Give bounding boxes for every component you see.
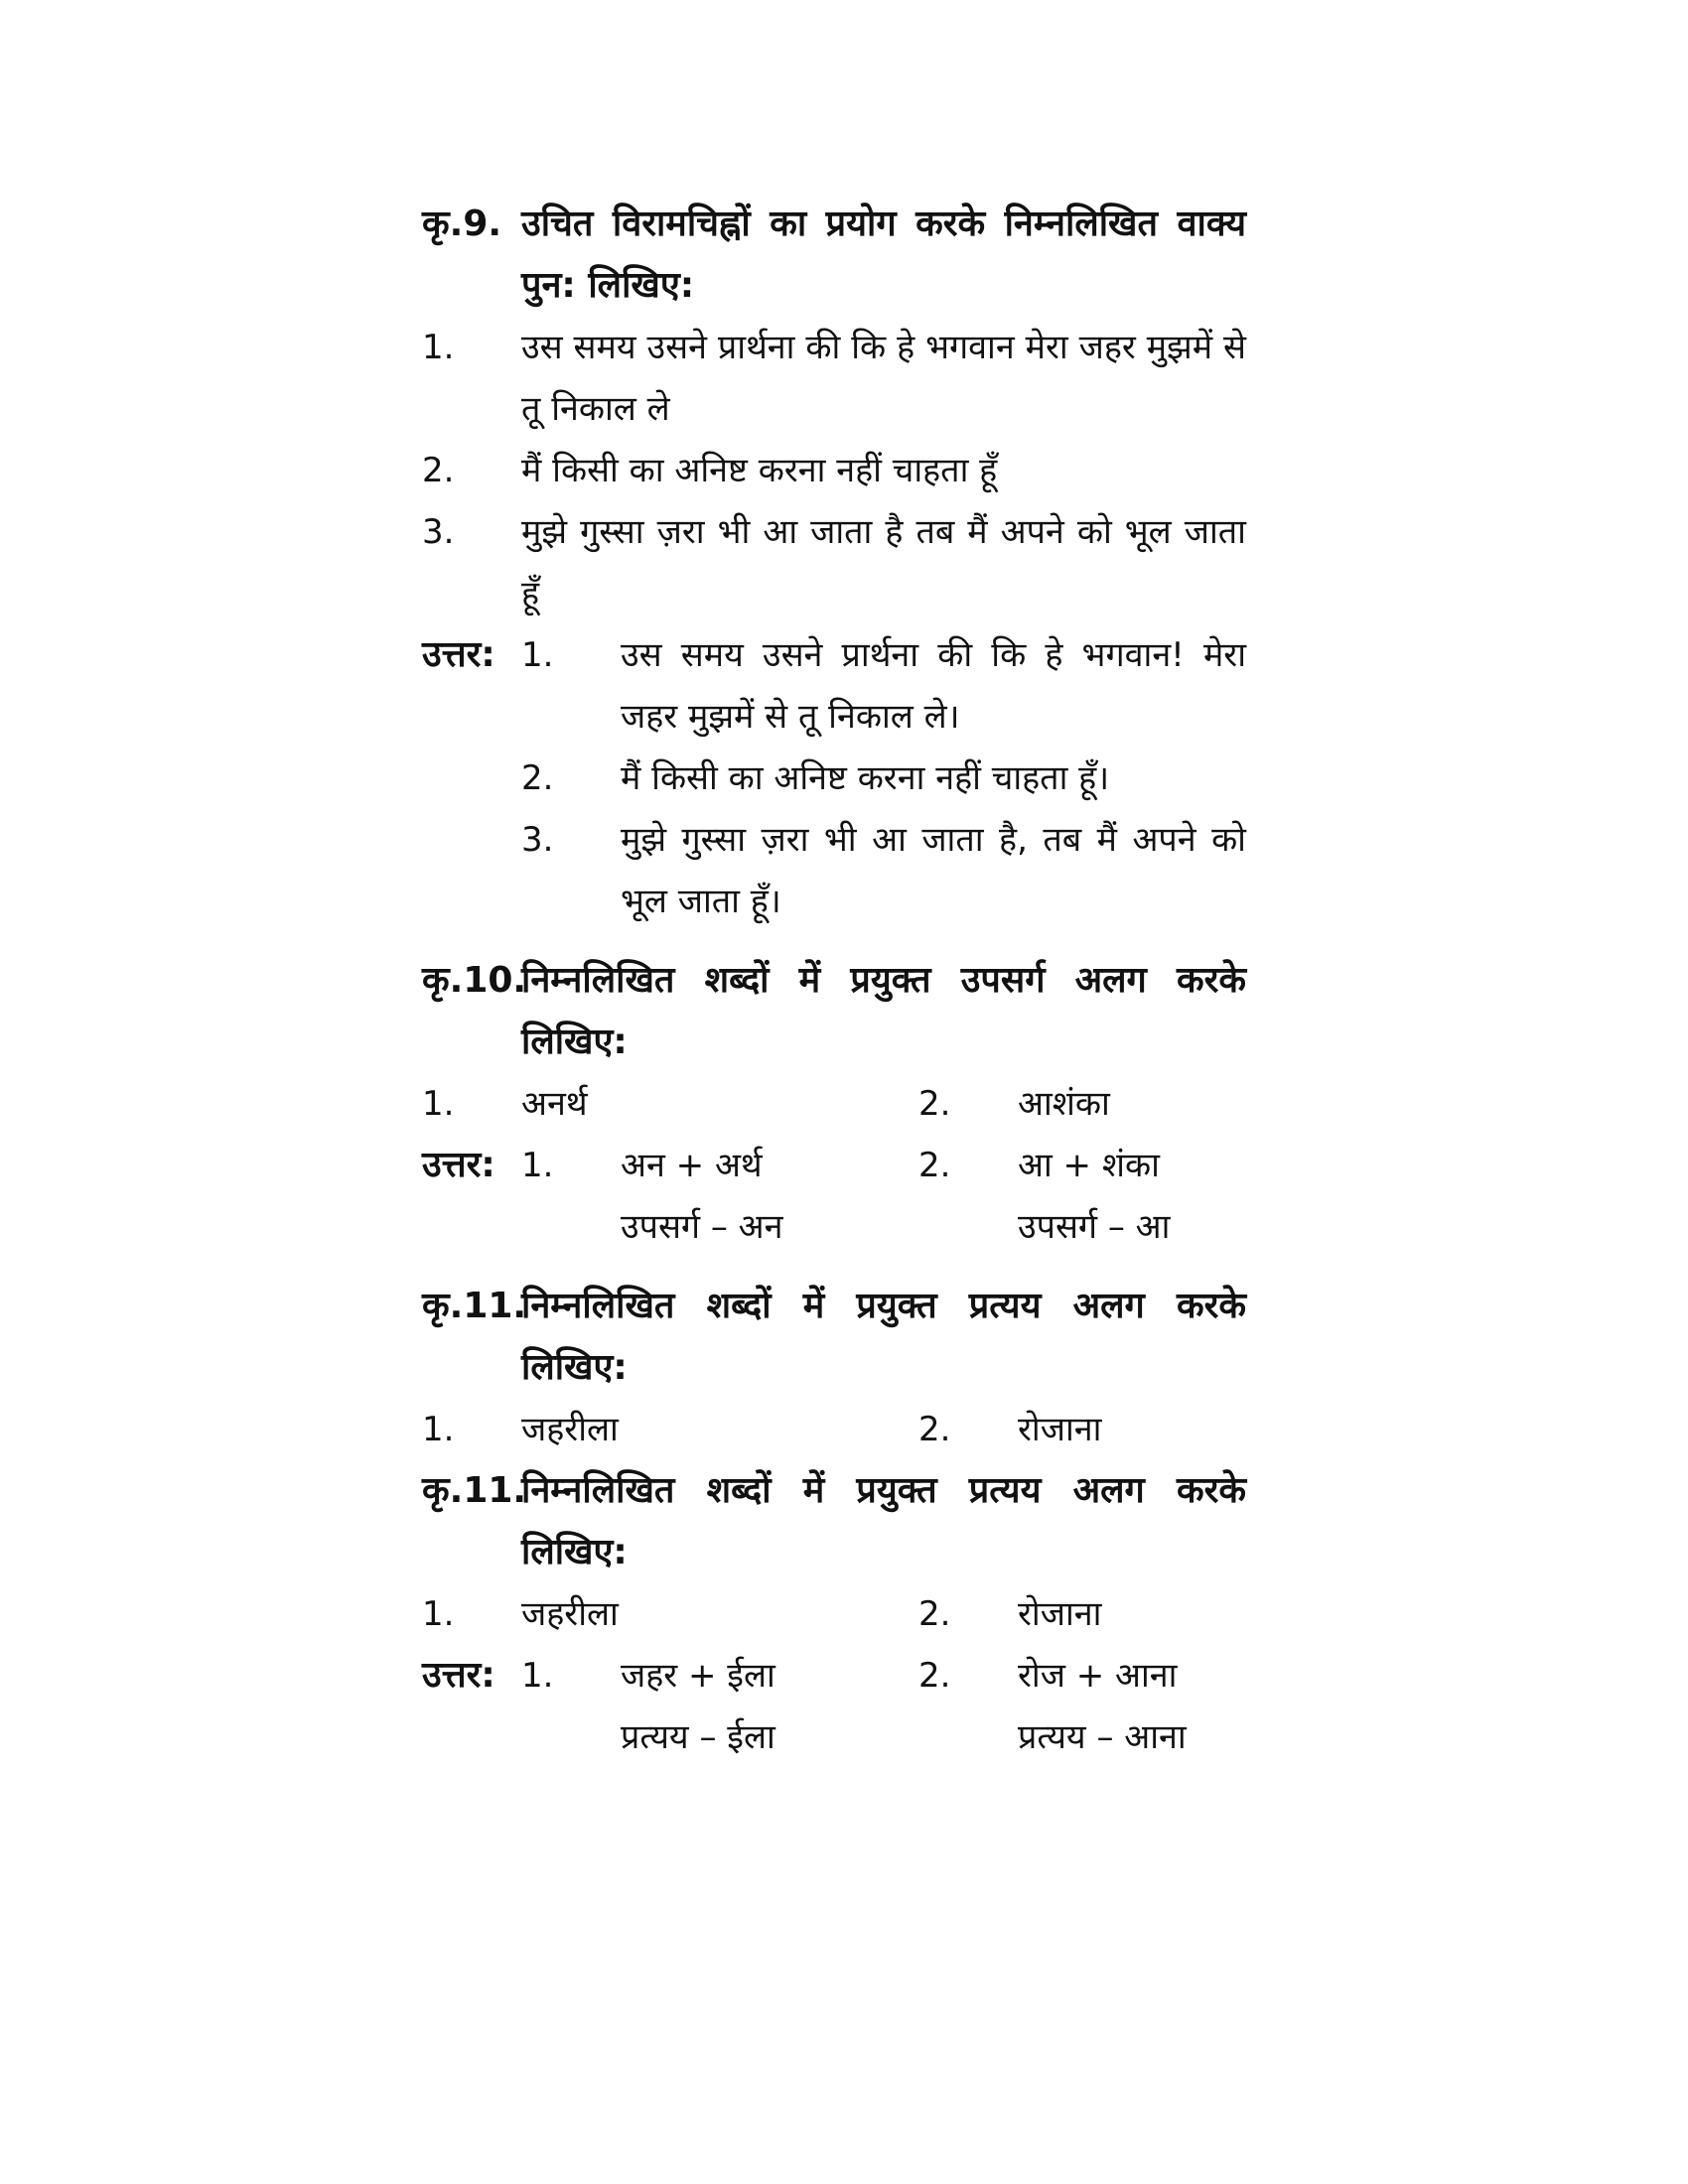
word-number: 2. [918,1410,951,1449]
word-row [422,1073,1246,1135]
item-number: 3. [422,512,455,552]
question-prompt: निम्नलिखित शब्दों में प्रयुक्त उपसर्ग अलग करके लिखिए: [521,960,1246,1062]
word-text: जहरीला [521,1594,619,1634]
question-9-heading [422,194,1246,317]
answer-row [422,748,1246,809]
answer-split: रोज + आना [1018,1656,1178,1696]
question-10-heading [422,950,1246,1073]
question-11-heading [422,1276,1246,1399]
word-number: 2. [918,1594,951,1634]
answer-number: 1. [521,1146,554,1185]
question-number: कृ.11. [422,1286,527,1326]
word-number: 1. [422,1084,455,1124]
word-number: 1. [422,1410,455,1449]
item-number: 2. [422,451,455,490]
worksheet-content [422,194,1246,1768]
question-number: कृ.11. [422,1470,527,1511]
answer-number: 3. [521,820,554,860]
word-row [422,1583,1246,1645]
answer-label: उत्तर: [422,634,495,675]
question-11-heading-repeat [422,1460,1246,1583]
word-row [422,1399,1246,1460]
answer-number: 2. [918,1146,951,1185]
answer-number: 2. [918,1656,951,1696]
answer-text: मुझे गुस्सा ज़रा भी आ जाता है, तब मैं अपने को भूल जाता हूँ। [621,820,1246,921]
answer-split: आ + शंका [1018,1146,1160,1185]
question-prompt: उचित विरामचिह्नों का प्रयोग करके निम्नलिखित वाक्य पुन: लिखिए: [521,204,1246,306]
answer-affix-row [422,1196,1246,1258]
word-number: 2. [918,1084,951,1124]
answer-number: 2. [521,758,554,798]
answer-affix: प्रत्यय – आना [1018,1717,1187,1757]
answer-split: अन + अर्थ [621,1146,763,1185]
question-number: कृ.9. [422,204,502,244]
answer-affix: प्रत्यय – ईला [621,1717,775,1757]
word-text: रोजाना [1018,1410,1102,1449]
answer-row [422,1135,1246,1196]
answer-number: 1. [521,1656,554,1696]
answer-affix: उपसर्ग – आ [1018,1207,1171,1247]
answer-row [422,809,1246,932]
answer-affix: उपसर्ग – अन [621,1207,783,1247]
answer-row [422,1645,1246,1706]
answer-split: जहर + ईला [621,1656,775,1696]
answer-label: उत्तर: [422,1655,495,1696]
question-prompt: निम्नलिखित शब्दों में प्रयुक्त प्रत्यय अलग करके लिखिए: [521,1470,1246,1572]
question-prompt: निम्नलिखित शब्दों में प्रयुक्त प्रत्यय अलग करके लिखिए: [521,1286,1246,1388]
word-text: अनर्थ [521,1084,588,1124]
answer-number: 1. [521,635,554,675]
answer-label: उत्तर: [422,1145,495,1185]
item-text: मुझे गुस्सा ज़रा भी आ जाता है तब मैं अपने को भूल जाता हूँ [521,512,1246,614]
word-text: आशंका [1018,1084,1110,1124]
answer-text: उस समय उसने प्रार्थना की कि हे भगवान! मेरा जहर मुझमें से तू निकाल ले। [621,635,1246,737]
question-number: कृ.10. [422,960,527,1001]
item-text: उस समय उसने प्रार्थना की कि हे भगवान मेरा जहर मुझमें से तू निकाल ले [521,328,1246,429]
question-item [422,440,1246,501]
answer-affix-row [422,1706,1246,1768]
word-text: जहरीला [521,1410,619,1449]
item-text: मैं किसी का अनिष्ट करना नहीं चाहता हूँ [521,451,998,490]
answer-text: मैं किसी का अनिष्ट करना नहीं चाहता हूँ। [621,758,1110,798]
question-item [422,501,1246,624]
item-number: 1. [422,328,455,367]
answer-row [422,624,1246,748]
word-text: रोजाना [1018,1594,1102,1634]
question-item [422,317,1246,440]
word-number: 1. [422,1594,455,1634]
